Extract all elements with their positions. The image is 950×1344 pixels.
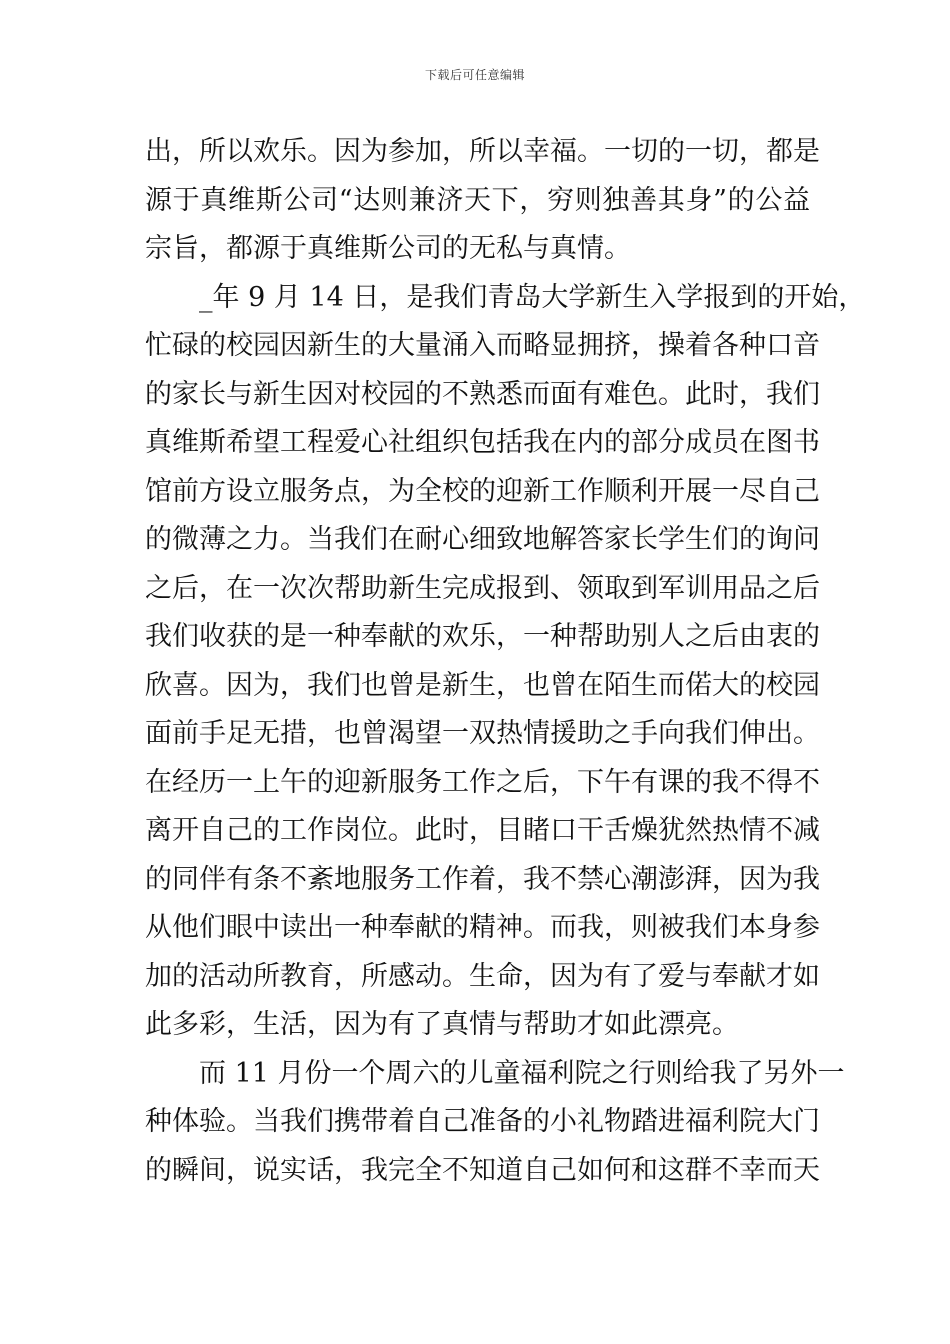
text-line: 欣喜。因为，我们也曾是新生，也曾在陌生而偌大的校园 [145, 669, 820, 701]
text-line: 我们收获的是一种奉献的欢乐，一种帮助别人之后由衷的 [145, 621, 820, 652]
paragraph [145, 274, 866, 1050]
text-line: _年 9 月 14 日，是我们青岛大学新生入学报到的开始， [199, 281, 866, 313]
text-line: 的瞬间，说实话，我完全不知道自己如何和这群不幸而天 [145, 1154, 820, 1186]
text-line: 的微薄之力。当我们在耐心细致地解答家长学生们的询问 [145, 524, 820, 555]
text-line: 从他们眼中读出一种奉献的精神。而我，则被我们本身参 [145, 912, 820, 943]
text-line: 宗旨，都源于真维斯公司的无私与真情。 [145, 233, 631, 264]
text-line: 出，所以欢乐。因为参加，所以幸福。一切的一切，都是 [145, 136, 820, 167]
paragraph [145, 1050, 845, 1196]
text-line: 之后，在一次次帮助新生完成报到、领取到军训用品之后 [145, 572, 820, 604]
document-body [145, 128, 866, 1195]
text-line: 馆前方设立服务点，为全校的迎新工作顺利开展一尽自己 [145, 475, 820, 507]
page-header: 下载后可任意编辑 [424, 68, 525, 82]
text-line: 真维斯希望工程爱心社组织包括我在内的部分成员在图书 [145, 427, 820, 458]
text-line: 此多彩，生活，因为有了真情与帮助才如此漂亮。 [145, 1009, 739, 1040]
text-line: 加的活动所教育，所感动。生命，因为有了爱与奉献才如 [145, 960, 820, 992]
text-line: 种体验。当我们携带着自己准备的小礼物踏进福利院大门 [145, 1106, 820, 1137]
text-line: 在经历一上午的迎新服务工作之后，下午有课的我不得不 [145, 766, 820, 798]
text-line: 源于真维斯公司“达则兼济天下，穷则独善其身”的公益 [145, 184, 810, 216]
text-line: 忙碌的校园因新生的大量涌入而略显拥挤，操着各种口音 [145, 330, 820, 361]
text-line: 的家长与新生因对校园的不熟悉而面有难色。此时，我们 [145, 378, 820, 410]
text-line: 的同伴有条不紊地服务工作着，我不禁心潮澎湃，因为我 [145, 863, 820, 895]
text-line: 面前手足无措，也曾渴望一双热情援助之手向我们伸出。 [145, 718, 820, 749]
paragraph [145, 128, 820, 274]
text-line: 离开自己的工作岗位。此时，目睹口干舌燥犹然热情不减 [145, 815, 820, 846]
text-line: 而 11 月份一个周六的儿童福利院之行则给我了另外一 [199, 1057, 845, 1089]
